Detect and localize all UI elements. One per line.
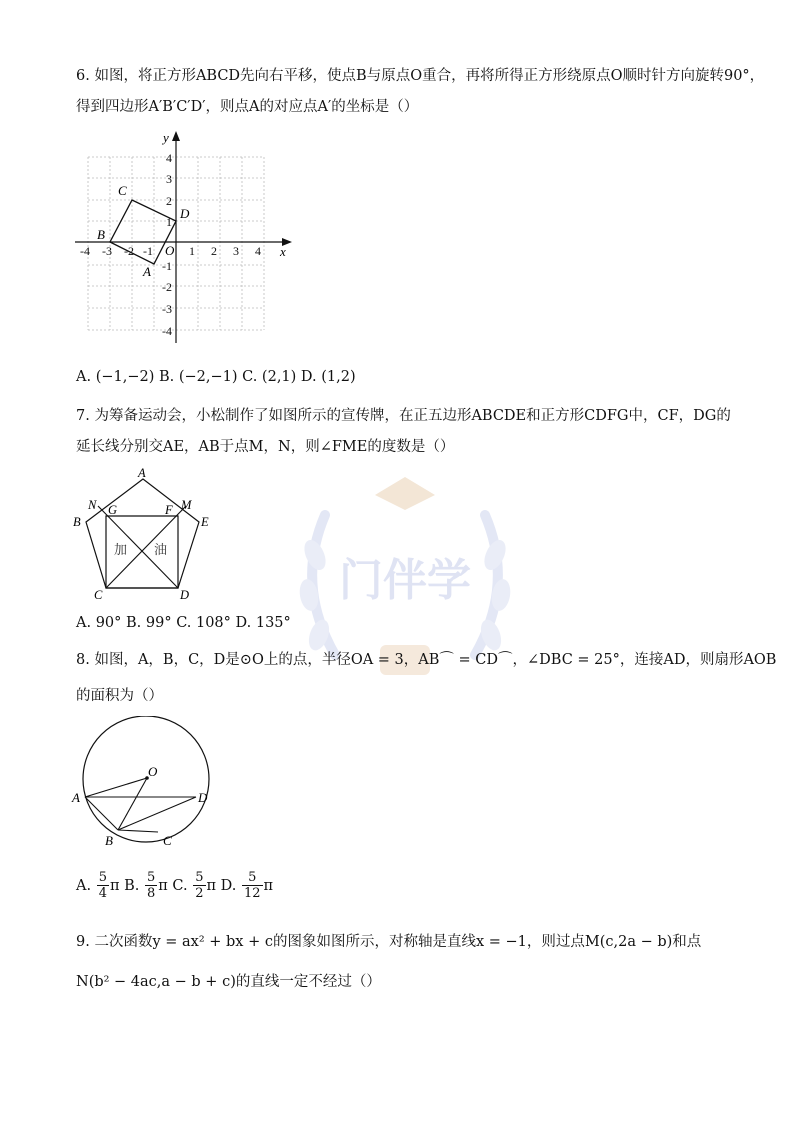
q8-line2: 的面积为（）	[76, 688, 163, 704]
q7-option-d[interactable]: D. 135°	[235, 615, 291, 631]
q8-option-a[interactable]: A. $\frac{5}{4}$ π	[76, 870, 120, 901]
svg-text:C: C	[118, 183, 127, 198]
q8-option-d[interactable]: D. $\frac{5}{12}$ π	[220, 870, 274, 901]
q9-line1: 9. 二次函数y = ax² + bx + c的图象如图所示，对称轴是直线x = −1，则过点M(c,2a − b)和点	[76, 934, 702, 950]
q8-option-b[interactable]: B. $\frac{5}{8}$ π	[124, 870, 168, 901]
q6-option-b[interactable]: B. (−2,−1)	[158, 369, 238, 385]
svg-text:1: 1	[189, 244, 195, 258]
svg-text:加: 加	[114, 543, 128, 558]
q8-options	[76, 870, 273, 901]
svg-text:G: G	[108, 503, 118, 517]
svg-text:x: x	[280, 244, 286, 259]
q8-option-c[interactable]: C. $\frac{5}{2}$ π	[172, 870, 217, 901]
svg-text:C: C	[163, 833, 172, 848]
q7-option-c[interactable]: C. 108°	[176, 615, 231, 631]
q6-option-a[interactable]: A. (−1,−2)	[76, 369, 155, 385]
svg-text:1: 1	[166, 215, 172, 229]
svg-text:4: 4	[166, 151, 172, 165]
q9-line2: N(b² − 4ac,a − b + c)的直线一定不经过（）	[76, 974, 381, 990]
svg-text:D: D	[180, 588, 190, 602]
svg-text:A: A	[143, 264, 151, 279]
svg-text:-4: -4	[80, 244, 90, 258]
svg-text:C: C	[94, 588, 103, 602]
svg-text:3: 3	[233, 244, 239, 258]
svg-text:O: O	[165, 243, 175, 258]
svg-text:A: A	[72, 790, 80, 805]
svg-text:油: 油	[154, 543, 168, 558]
svg-text:-3: -3	[102, 244, 112, 258]
svg-text:-4: -4	[162, 324, 172, 338]
pentagon	[86, 479, 199, 588]
svg-text:-2: -2	[124, 244, 134, 258]
q7-options	[76, 612, 291, 634]
q7-figure	[68, 466, 218, 606]
svg-text:2: 2	[166, 194, 172, 208]
q7-option-a[interactable]: A. 90°	[76, 615, 122, 631]
svg-text:B: B	[73, 515, 81, 529]
svg-text:N: N	[88, 498, 97, 512]
q6-figure	[70, 128, 300, 352]
q6-option-d[interactable]: D. (1,2)	[300, 369, 356, 385]
svg-text:F: F	[165, 503, 173, 517]
svg-text:M: M	[181, 498, 192, 512]
q7-option-b[interactable]: B. 99°	[126, 615, 172, 631]
q6-line2: 得到四边形A′B′C′D′，则点A的对应点A′的坐标是（）	[76, 99, 419, 115]
svg-text:O: O	[148, 764, 158, 779]
svg-text:4: 4	[255, 244, 261, 258]
q7-line1: 7. 为筹备运动会，小松制作了如图所示的宣传牌，在正五边形ABCDE和正方形CDFG中，CF，DG的	[76, 408, 731, 424]
svg-text:B: B	[97, 227, 105, 242]
watermark-text: 门伴学	[339, 555, 471, 606]
svg-text:-3: -3	[162, 302, 172, 316]
q8-line1: 8. 如图，A，B，C，D是⊙O上的点，半径OA = 3，AB⌒ = CD⌒，∠DBC = 25°，连接AD，则扇形AOB	[76, 652, 777, 668]
q8-figure	[68, 716, 228, 860]
svg-text:-1: -1	[143, 244, 153, 258]
svg-text:D: D	[180, 206, 190, 221]
svg-text:D: D	[198, 790, 208, 805]
svg-text:E: E	[201, 515, 209, 529]
svg-text:y: y	[163, 130, 169, 145]
svg-text:-2: -2	[162, 280, 172, 294]
svg-text:2: 2	[211, 244, 217, 258]
svg-text:A: A	[138, 466, 146, 480]
svg-text:-1: -1	[162, 259, 172, 273]
svg-text:3: 3	[166, 172, 172, 186]
q7-line2: 延长线分别交AE，AB于点M，N，则∠FME的度数是（）	[76, 439, 455, 455]
q6-option-c[interactable]: C. (2,1)	[242, 369, 297, 385]
q6-options	[76, 366, 356, 388]
q6-line1: 6. 如图，将正方形ABCD先向右平移，使点B与原点O重合，再将所得正方形绕原点O顺时针方向旋转90°，	[76, 68, 765, 84]
svg-text:B: B	[105, 833, 113, 848]
